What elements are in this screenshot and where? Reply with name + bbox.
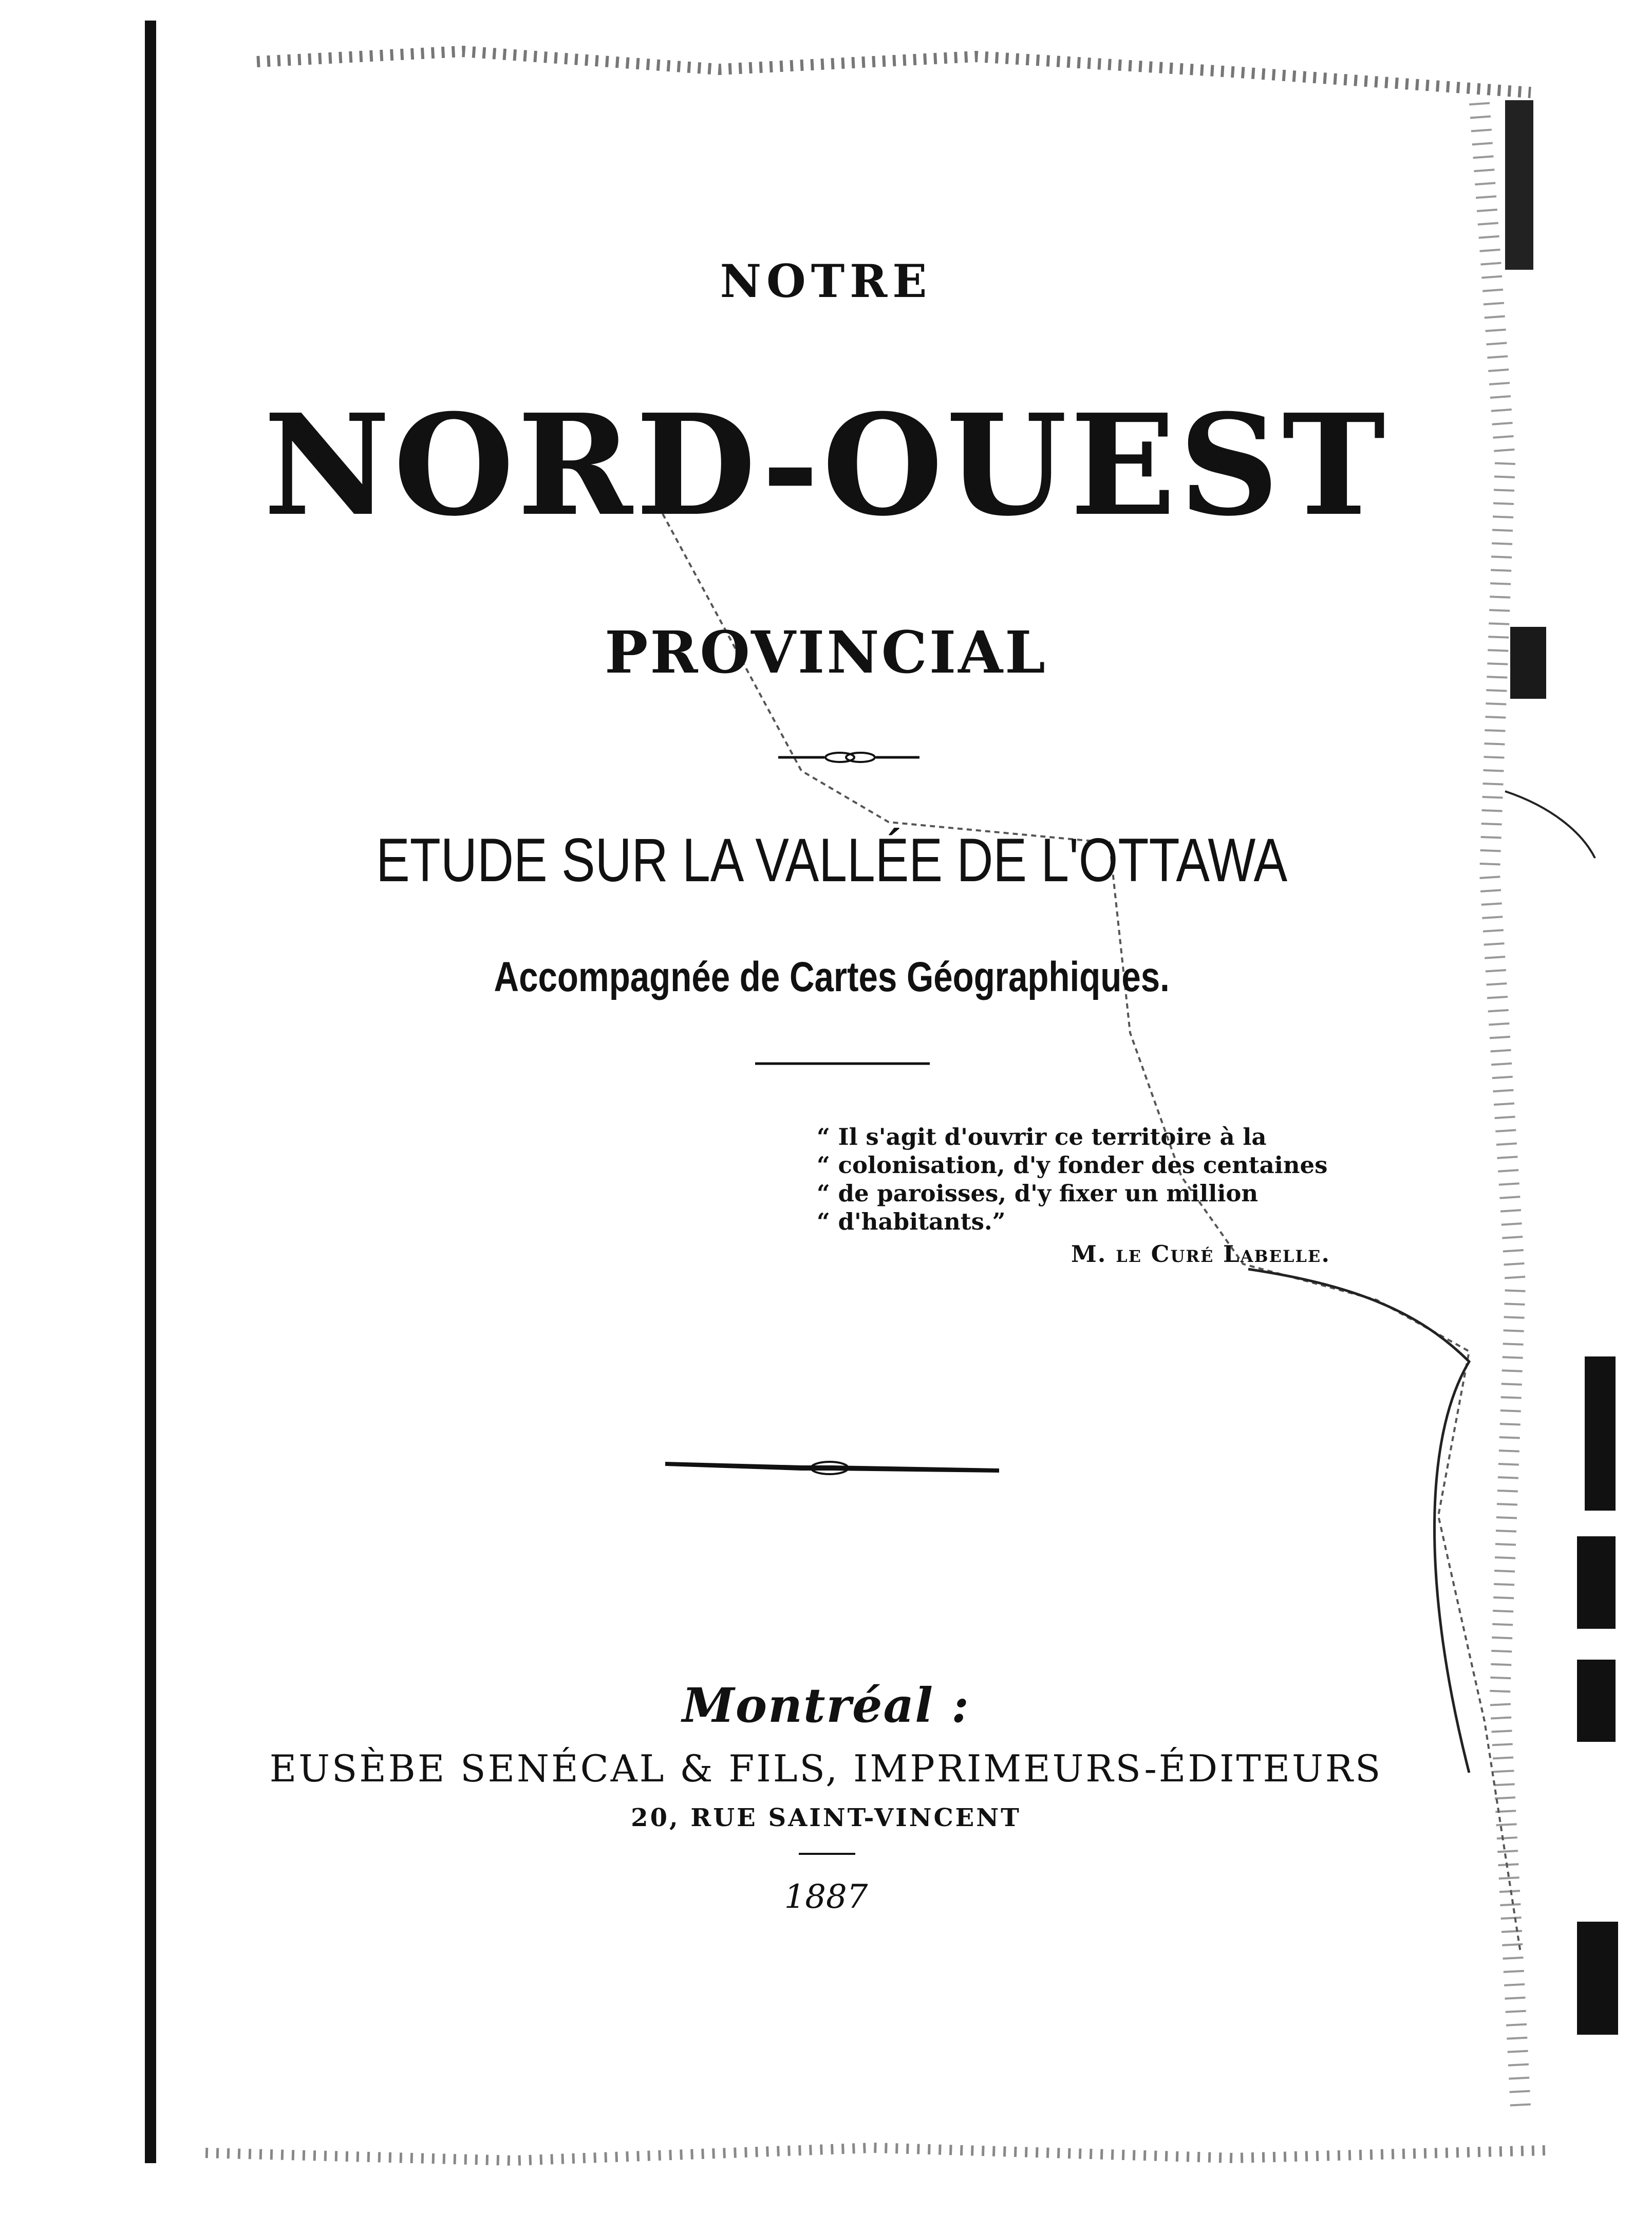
stray-curve-line — [1505, 791, 1595, 858]
maps-line: Accompagnée de Cartes Géographiques. — [494, 954, 1170, 1000]
imprint-publisher: EUSÈBE SENÉCAL & FILS, IMPRIMEURS-ÉDITEURS — [269, 1747, 1383, 1790]
subtitle: PROVINCIAL — [605, 619, 1047, 686]
epigraph-line: “ Il s'agit d'ouvrir ce territoire à la — [817, 1123, 1267, 1150]
main-title: NORD-OUEST — [264, 383, 1388, 547]
imprint-city: Montréal : — [682, 1678, 970, 1733]
top-edge-noise — [257, 51, 1531, 92]
study-line: ETUDE SUR LA VALLÉE DE L'OTTAWA — [376, 826, 1288, 895]
right-edge-block — [1577, 1922, 1618, 2035]
imprint-year: 1887 — [784, 1878, 868, 1916]
epigraph-line: “ d'habitants.” — [817, 1208, 1006, 1235]
binding-edge-line — [145, 21, 156, 2163]
ornament-rule-middle — [665, 1462, 999, 1474]
epigraph-attribution: M. le Curé Labelle. — [1071, 1240, 1330, 1268]
imprint-address: 20, RUE SAINT-VINCENT — [631, 1803, 1021, 1832]
epigraph-line: “ de paroisses, d'y fixer un million — [817, 1180, 1259, 1207]
title-notre: NOTRE — [720, 254, 932, 308]
epigraph-line: “ colonisation, d'y fonder des centaines — [817, 1151, 1328, 1179]
right-edge-block — [1585, 1356, 1616, 1511]
right-edge-block — [1577, 1536, 1616, 1629]
right-edge-block — [1505, 100, 1533, 270]
ornament-rule-top — [778, 753, 919, 762]
epigraph — [817, 1123, 1330, 1268]
bottom-edge-noise — [205, 2148, 1546, 2161]
